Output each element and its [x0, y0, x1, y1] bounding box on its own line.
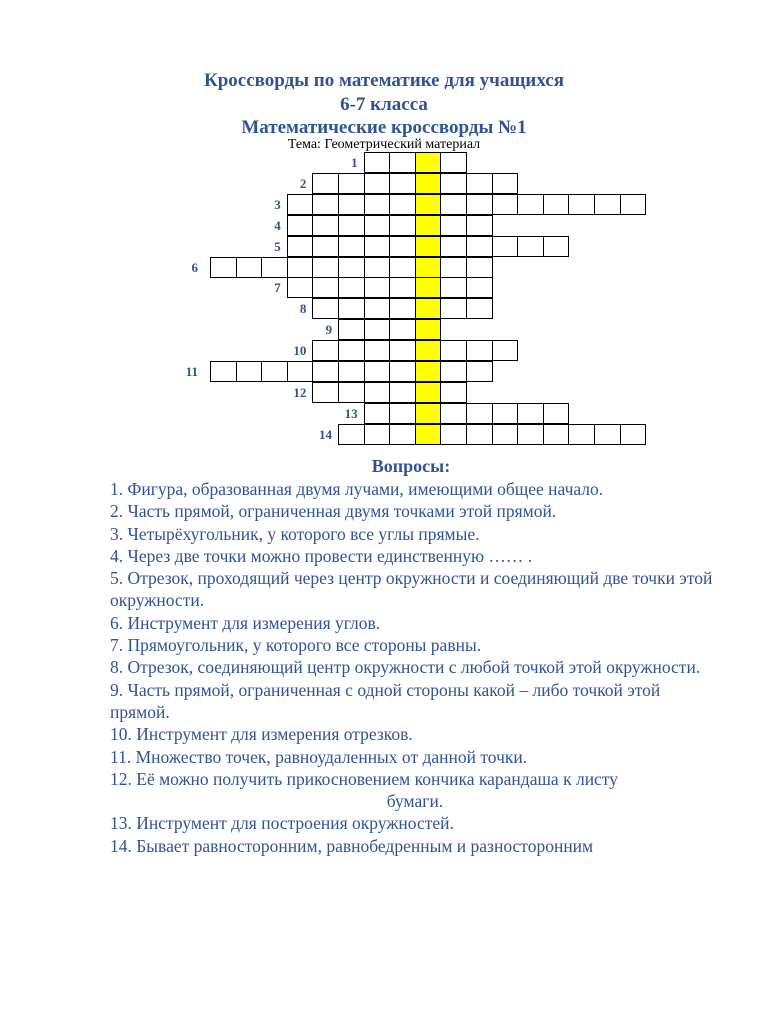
- crossword-cell-7-8[interactable]: [466, 277, 493, 298]
- crossword-cell-2-6[interactable]: [440, 173, 467, 194]
- crossword-cell-7-1[interactable]: [287, 277, 314, 298]
- crossword-cell-6-7[interactable]: [364, 257, 391, 278]
- crossword-cell-8-3[interactable]: [364, 298, 391, 319]
- crossword-cell-3-4[interactable]: [364, 194, 391, 215]
- clue-number-9: 9: [325, 322, 332, 338]
- crossword-cell-6-8[interactable]: [389, 257, 416, 278]
- clue-number-1: 1: [351, 155, 358, 170]
- crossword-cell-12-2[interactable]: [338, 382, 365, 403]
- crossword-cell-11-8[interactable]: [389, 361, 416, 382]
- crossword-cell-10-6[interactable]: [440, 340, 467, 361]
- crossword-cell-4-2[interactable]: [312, 215, 339, 236]
- crossword-cell-4-8[interactable]: [466, 215, 493, 236]
- crossword-cell-7-3[interactable]: [338, 277, 365, 298]
- crossword-cell-10-1[interactable]: [312, 340, 339, 361]
- question-item: 14. Бывает равносторонним, равнобедренным и разносторонним: [110, 835, 594, 856]
- clue-number-3: 3: [274, 196, 281, 212]
- crossword-cell-10-2[interactable]: [338, 340, 365, 361]
- crossword-cell-12-3[interactable]: [364, 382, 391, 403]
- crossword-cell-3-3[interactable]: [338, 194, 365, 215]
- crossword-cell-8-1[interactable]: [312, 298, 339, 319]
- clue-number-11: 11: [185, 364, 198, 379]
- questions-heading: Вопросы:: [371, 456, 451, 476]
- crossword-cell-11-5[interactable]: [312, 361, 339, 382]
- crossword-cell-7-7[interactable]: [440, 277, 467, 298]
- clue-number-4: 4: [274, 217, 281, 233]
- crossword-cell-5-10[interactable]: [517, 236, 544, 257]
- question-item: 9. Часть прямой, ограниченная с одной стороны какой – либо точкой этой прямой.: [110, 679, 661, 722]
- crossword-cell-14-11[interactable]: [594, 424, 621, 445]
- crossword-cell-3-10[interactable]: [517, 194, 544, 215]
- crossword-cell-2-7[interactable]: [466, 173, 493, 194]
- crossword-cell-5-4[interactable]: [364, 236, 391, 257]
- crossword-cell-2-4[interactable]: [389, 173, 416, 194]
- crossword-cell-2-8[interactable]: [492, 173, 519, 194]
- crossword-cell-11-7[interactable]: [364, 361, 391, 382]
- crossword-cell-12-5[interactable]: [415, 382, 442, 403]
- question-item: 8. Отрезок, соединяющий центр окружности с любой точкой этой окружности.: [110, 657, 701, 678]
- question-item: 1. Фигура, образованная двумя лучами, имеющими общее начало.: [110, 479, 604, 499]
- crossword-cell-13-8[interactable]: [543, 403, 570, 424]
- crossword-cell-5-2[interactable]: [312, 236, 339, 257]
- crossword-cell-3-5[interactable]: [389, 194, 416, 215]
- crossword-cell-6-11[interactable]: [466, 257, 493, 278]
- question-item: 3. Четырёхугольник, у которого все углы прямые.: [110, 523, 480, 544]
- crossword-cell-11-3[interactable]: [261, 361, 288, 382]
- question-item: 5. Отрезок, проходящий через центр окружности и соединяющий две точки этой окружности.: [110, 568, 713, 611]
- clue-number-14: 14: [319, 426, 332, 442]
- crossword-cell-13-4[interactable]: [440, 403, 467, 424]
- crossword-cell-11-11[interactable]: [466, 361, 493, 382]
- crossword-cell-8-4[interactable]: [389, 298, 416, 319]
- crossword-cell-1-1[interactable]: [364, 152, 391, 173]
- crossword-cell-14-4[interactable]: [415, 424, 442, 445]
- crossword-cell-1-2[interactable]: [389, 152, 416, 173]
- crossword-cell-14-12[interactable]: [620, 424, 647, 445]
- crossword-cell-14-1[interactable]: [338, 424, 365, 445]
- crossword-cell-11-4[interactable]: [287, 361, 314, 382]
- crossword-cell-11-9[interactable]: [415, 361, 442, 382]
- crossword-cell-4-3[interactable]: [338, 215, 365, 236]
- questions-list: [110, 478, 720, 857]
- crossword-cell-8-7[interactable]: [466, 298, 493, 319]
- crossword-cell-9-3[interactable]: [389, 319, 416, 340]
- question-item: 13. Инструмент для построения окружностей.: [110, 813, 454, 834]
- clue-number-10: 10: [293, 343, 307, 359]
- crossword-cell-12-1[interactable]: [312, 382, 339, 403]
- crossword-cell-8-5[interactable]: [415, 298, 442, 319]
- crossword-cell-11-10[interactable]: [440, 361, 467, 382]
- crossword-cell-2-5[interactable]: [415, 173, 442, 194]
- question-item: 2. Часть прямой, ограниченная двумя точками этой прямой.: [110, 501, 557, 522]
- clue-number-12: 12: [293, 384, 307, 400]
- crossword-cell-7-2[interactable]: [312, 277, 339, 298]
- crossword-cell-9-2[interactable]: [364, 319, 391, 340]
- crossword-cell-4-1[interactable]: [287, 215, 314, 236]
- crossword-cell-14-10[interactable]: [568, 424, 595, 445]
- crossword-cell-6-2[interactable]: [236, 257, 263, 278]
- crossword-cell-13-3[interactable]: [415, 403, 442, 424]
- crossword-cell-5-6[interactable]: [415, 236, 442, 257]
- page-title-line1: Кроссворды по математике для учащихся: [203, 70, 565, 91]
- crossword-cell-6-6[interactable]: [338, 257, 365, 278]
- crossword-cell-14-3[interactable]: [389, 424, 416, 445]
- crossword-cell-14-5[interactable]: [440, 424, 467, 445]
- crossword-cell-6-1[interactable]: [210, 257, 237, 278]
- crossword-cell-14-2[interactable]: [364, 424, 391, 445]
- crossword-cell-14-8[interactable]: [517, 424, 544, 445]
- crossword-cell-3-11[interactable]: [543, 194, 570, 215]
- question-item: 4. Через две точки можно провести единственную …… .: [110, 545, 533, 566]
- crossword-cell-13-1[interactable]: [364, 403, 391, 424]
- crossword-cell-10-7[interactable]: [466, 340, 493, 361]
- question-item: 10. Инструмент для измерения отрезков.: [110, 724, 413, 745]
- crossword-cell-11-1[interactable]: [210, 361, 237, 382]
- crossword-cell-10-5[interactable]: [415, 340, 442, 361]
- crossword-cell-5-1[interactable]: [287, 236, 314, 257]
- question-item-continuation: бумаги.: [386, 791, 444, 812]
- crossword-cell-6-9[interactable]: [415, 257, 442, 278]
- crossword-cell-3-9[interactable]: [492, 194, 519, 215]
- question-item: 11. Множество точек, равноудаленных от данной точки.: [110, 746, 528, 767]
- crossword-cell-3-8[interactable]: [466, 194, 493, 215]
- crossword-cell-3-14[interactable]: [620, 194, 647, 215]
- crossword-cell-1-3[interactable]: [415, 152, 442, 173]
- crossword-cell-13-2[interactable]: [389, 403, 416, 424]
- clue-number-5: 5: [274, 238, 281, 254]
- question-item: 7. Прямоугольник, у которого все стороны равны.: [110, 635, 482, 656]
- crossword-cell-13-7[interactable]: [517, 403, 544, 424]
- crossword-cell-4-5[interactable]: [389, 215, 416, 236]
- crossword-cell-7-4[interactable]: [364, 277, 391, 298]
- crossword-cell-3-7[interactable]: [440, 194, 467, 215]
- crossword-cell-10-4[interactable]: [389, 340, 416, 361]
- clue-number-2: 2: [299, 175, 307, 191]
- clue-number-8: 8: [299, 301, 307, 317]
- crossword-cell-9-4[interactable]: [415, 319, 442, 340]
- crossword-cell-4-7[interactable]: [440, 215, 467, 236]
- crossword-cell-7-5[interactable]: [389, 277, 416, 298]
- topic-subtitle: Тема: Геометрический материал: [287, 137, 481, 152]
- crossword-cell-5-3[interactable]: [338, 236, 365, 257]
- crossword-cell-10-8[interactable]: [492, 340, 519, 361]
- crossword-cell-10-3[interactable]: [364, 340, 391, 361]
- crossword-cell-5-5[interactable]: [389, 236, 416, 257]
- question-item: 6. Инструмент для измерения углов.: [110, 612, 381, 633]
- crossword-cell-11-6[interactable]: [338, 361, 365, 382]
- crossword-cell-6-10[interactable]: [440, 257, 467, 278]
- crossword-cell-3-6[interactable]: [415, 194, 442, 215]
- crossword-cell-13-5[interactable]: [466, 403, 493, 424]
- crossword-cell-4-4[interactable]: [364, 215, 391, 236]
- crossword-cell-2-2[interactable]: [338, 173, 365, 194]
- crossword-cell-13-6[interactable]: [492, 403, 519, 424]
- crossword-cell-3-13[interactable]: [594, 194, 621, 215]
- crossword-cell-3-1[interactable]: [287, 194, 314, 215]
- crossword-cell-5-8[interactable]: [466, 236, 493, 257]
- clue-number-13: 13: [344, 405, 358, 421]
- crossword-cell-6-3[interactable]: [261, 257, 288, 278]
- crossword-cell-8-6[interactable]: [440, 298, 467, 319]
- crossword-grid: [0, 0, 768, 470]
- crossword-cell-7-6[interactable]: [415, 277, 442, 298]
- crossword-cell-5-9[interactable]: [492, 236, 519, 257]
- crossword-cell-3-12[interactable]: [568, 194, 595, 215]
- crossword-cell-5-11[interactable]: [543, 236, 570, 257]
- crossword-cell-14-6[interactable]: [466, 424, 493, 445]
- crossword-cell-5-7[interactable]: [440, 236, 467, 257]
- page-title-line2: 6-7 класса: [340, 94, 428, 115]
- crossword-cell-11-2[interactable]: [236, 361, 263, 382]
- crossword-cell-14-9[interactable]: [543, 424, 570, 445]
- page-title-line3: Математические кроссворды №1: [241, 117, 527, 138]
- crossword-cell-4-6[interactable]: [415, 215, 442, 236]
- crossword-cell-3-2[interactable]: [312, 194, 339, 215]
- crossword-cell-12-6[interactable]: [440, 382, 467, 403]
- crossword-cell-2-1[interactable]: [312, 173, 339, 194]
- crossword-cell-1-4[interactable]: [440, 152, 467, 173]
- clue-number-7: 7: [274, 280, 281, 296]
- crossword-cell-2-3[interactable]: [364, 173, 391, 194]
- crossword-cell-8-2[interactable]: [338, 298, 365, 319]
- crossword-cell-6-5[interactable]: [312, 257, 339, 278]
- crossword-cell-14-7[interactable]: [492, 424, 519, 445]
- clue-number-6: 6: [191, 259, 198, 275]
- crossword-cell-9-1[interactable]: [338, 319, 365, 340]
- crossword-cell-12-4[interactable]: [389, 382, 416, 403]
- question-item: 12. Её можно получить прикосновением кончика карандаша к листу: [110, 768, 618, 789]
- crossword-cell-6-4[interactable]: [287, 257, 314, 278]
